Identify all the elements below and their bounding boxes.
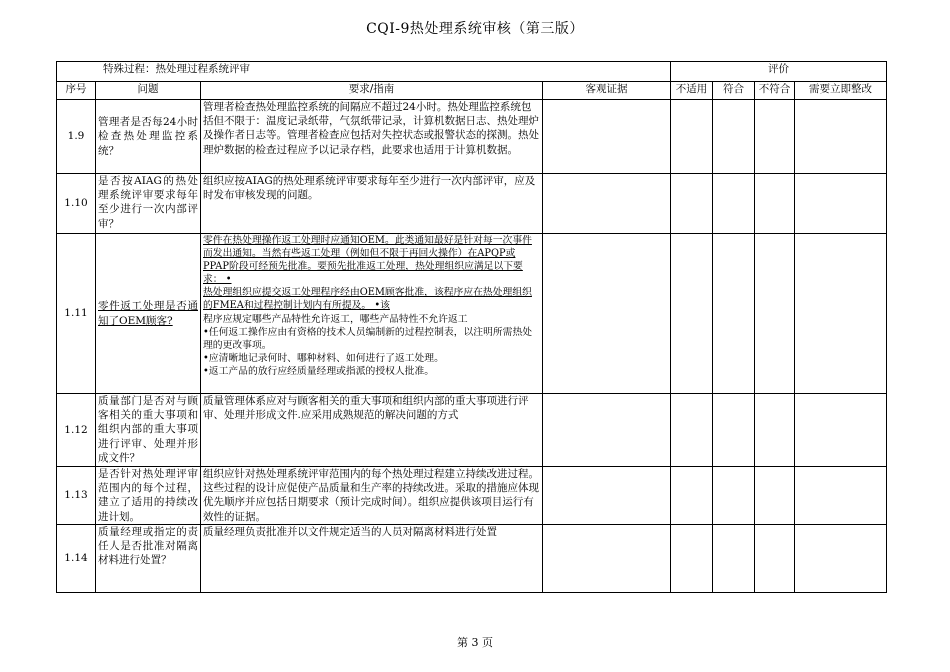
immediate-fix-cell[interactable]	[795, 467, 887, 525]
not-applicable-cell[interactable]	[671, 174, 713, 234]
evidence-cell[interactable]	[543, 234, 671, 394]
requirement-line: 热处理组织应提交返工处理程序经由OEM顾客批准，该程序应在热处理组织的FMEA和过程控制计划内有所提及。 •该	[203, 287, 532, 312]
immediate-fix-cell[interactable]	[795, 174, 887, 234]
table-row	[57, 100, 887, 174]
col-header-no: 序号	[57, 82, 96, 100]
requirement-line: •应清晰地记录何时、哪种材料、如何进行了返工处理。	[203, 352, 444, 364]
col-header-requirement: 要求/指南	[201, 82, 543, 100]
row-number: 1.12	[57, 394, 96, 467]
table-row	[57, 524, 887, 592]
compliant-cell[interactable]	[713, 467, 755, 525]
not-applicable-cell[interactable]	[671, 234, 713, 394]
row-number: 1.14	[57, 524, 96, 592]
audit-table	[56, 61, 887, 593]
requirement-line: 程序应规定哪些产品特性允许返工，哪些产品特性不允许返工	[203, 313, 468, 325]
compliant-cell[interactable]	[713, 100, 755, 174]
requirement-line: •任何返工操作应由有资格的技术人员编制新的过程控制表，以注明所需热处理的更改事项。	[203, 326, 533, 351]
compliant-cell[interactable]	[713, 174, 755, 234]
non-compliant-cell[interactable]	[755, 394, 795, 467]
evaluation-header: 评价	[671, 62, 887, 82]
not-applicable-cell[interactable]	[671, 100, 713, 174]
not-applicable-cell[interactable]	[671, 524, 713, 592]
immediate-fix-cell[interactable]	[795, 100, 887, 174]
row-question: 是否针对热处理评审范围内的每个过程，建立了适用的持续改进计划。	[96, 467, 201, 525]
col-header-compliant: 符合	[713, 82, 755, 100]
not-applicable-cell[interactable]	[671, 467, 713, 525]
compliant-cell[interactable]	[713, 394, 755, 467]
section-title: 特殊过程：热处理过程系统评审	[57, 62, 671, 82]
row-question: 质量部门是否对与顾客相关的重大事项和组织内部的重大事项进行评审、处理并形成文件？	[96, 394, 201, 467]
row-requirement: 管理者检查热处理监控系统的间隔应不超过24小时。热处理监控系统包括但不限于：温度记录纸带，气氛纸带记录，计算机数据日志、热处理炉及操作者日志等。管理者检查应包括对失控状态或报警状态的探测。热处理炉数据的检查过程应予以记录存档，此要求也适用于计算机数据。	[201, 100, 543, 174]
document-title: CQI-9热处理系统审核（第三版）	[366, 21, 584, 37]
evidence-cell[interactable]	[543, 174, 671, 234]
immediate-fix-cell[interactable]	[795, 234, 887, 394]
table-row	[57, 174, 887, 234]
evidence-cell[interactable]	[543, 524, 671, 592]
row-question: 是否按AIAG的热处理系统评审要求每年至少进行一次内部评审？	[96, 174, 201, 234]
column-header-row	[57, 82, 887, 100]
row-question: 质量经理或指定的责任人是否批准对隔离材料进行处置？	[96, 524, 201, 592]
compliant-cell[interactable]	[713, 524, 755, 592]
row-requirement: 质量管理体系应对与顾客相关的重大事项和组织内部的重大事项进行评审、处理并形成文件.应采用成熟规范的解决问题的方式	[201, 394, 543, 467]
evidence-cell[interactable]	[543, 467, 671, 525]
non-compliant-cell[interactable]	[755, 467, 795, 525]
section-row	[57, 62, 887, 82]
row-question: 零件返工处理是否通知了OEM顾客?	[96, 234, 201, 394]
row-requirement: 组织应针对热处理系统评审范围内的每个热处理过程建立持续改进过程。这些过程的设计应促使产品质量和生产率的持续改进。采取的措施应体现优先顺序并应包括日期要求（预计完成时间）。组织应提供该项目运行有效性的证据。	[201, 467, 543, 525]
non-compliant-cell[interactable]	[755, 234, 795, 394]
immediate-fix-cell[interactable]	[795, 524, 887, 592]
row-number: 1.9	[57, 100, 96, 174]
row-requirement	[201, 234, 543, 394]
row-requirement: 组织应按AIAG的热处理系统评审要求每年至少进行一次内部评审，应及时发布审核发现的问题。	[201, 174, 543, 234]
table-row	[57, 467, 887, 525]
row-number: 1.11	[57, 234, 96, 394]
col-header-non-compliant: 不符合	[755, 82, 795, 100]
page-number: 第 3 页	[457, 636, 493, 649]
col-header-not-applicable: 不适用	[671, 82, 713, 100]
col-header-question: 问题	[96, 82, 201, 100]
col-header-evidence: 客观证据	[543, 82, 671, 100]
requirement-line: 零件在热处理操作返工处理时应通知OEM。此类通知最好是针对每一次事件而发出通知。当然有些返工处理（例如但不限于再回火操作）在APQP或PPAP阶段可经预先批准。要预先批准返工处理，热处理组织应满足以下要求： •	[203, 235, 532, 286]
evidence-cell[interactable]	[543, 100, 671, 174]
not-applicable-cell[interactable]	[671, 394, 713, 467]
requirement-line: •返工产品的放行应经质量经理或指派的授权人批准。	[203, 365, 435, 377]
non-compliant-cell[interactable]	[755, 100, 795, 174]
table-row	[57, 234, 887, 394]
table-row	[57, 394, 887, 467]
row-question: 管理者是否每24小时检查热处理监控系统？	[96, 100, 201, 174]
evidence-cell[interactable]	[543, 394, 671, 467]
col-header-immediate-fix: 需要立即整改	[795, 82, 887, 100]
row-number: 1.10	[57, 174, 96, 234]
row-requirement: 质量经理负责批准并以文件规定适当的人员对隔离材料进行处置	[201, 524, 543, 592]
non-compliant-cell[interactable]	[755, 174, 795, 234]
non-compliant-cell[interactable]	[755, 524, 795, 592]
compliant-cell[interactable]	[713, 234, 755, 394]
immediate-fix-cell[interactable]	[795, 394, 887, 467]
row-number: 1.13	[57, 467, 96, 525]
